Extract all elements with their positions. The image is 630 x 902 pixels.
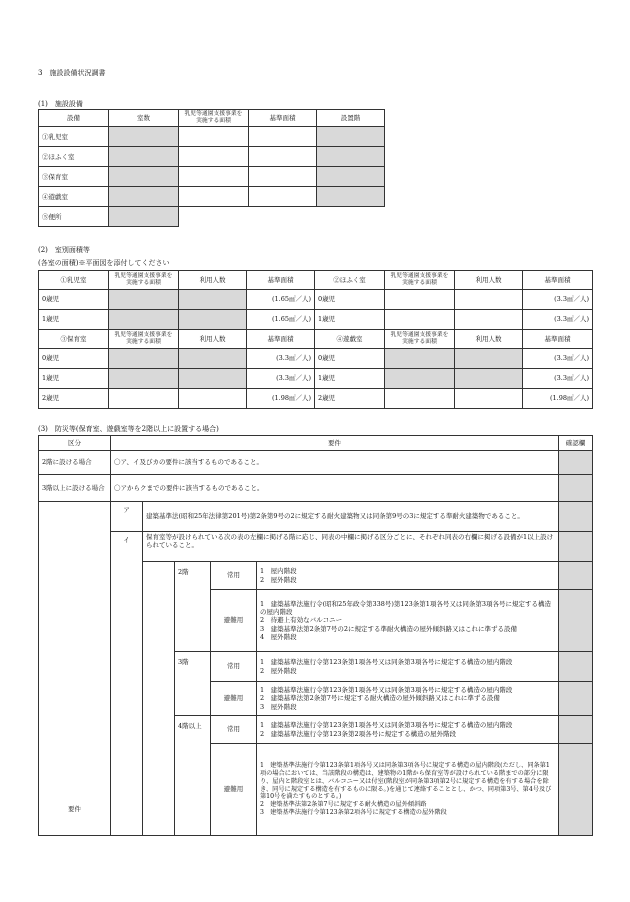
check-cell[interactable] xyxy=(559,590,593,652)
floor-3-regular: 1 建築基準法施行令第123条第1項各号又は同条第3項各号に規定する構造の屋内階段 2 屋外階段 xyxy=(257,652,559,682)
age-label: 0歳児 xyxy=(39,349,109,369)
cell-input[interactable] xyxy=(249,127,317,147)
check-cell[interactable] xyxy=(559,682,593,716)
cell-input[interactable] xyxy=(179,127,249,147)
cell-input[interactable] xyxy=(109,147,179,167)
age-label: 0歳児 xyxy=(39,290,109,310)
row-infant-room: ①乳児室 xyxy=(39,127,109,147)
regular-label: 常用 xyxy=(211,652,257,682)
room-area-note: (各室の面積)※平面図を添付してください xyxy=(38,259,170,267)
item-a-text: 建築基準法(昭和25年法律第201号)第2条第9号の2に規定する耐火建築物又は同条第9号の3に規定する準耐火建築物であること。 xyxy=(143,502,559,532)
hdr-support-area: 乳児等通園支援事業を実施する面積 xyxy=(385,271,455,290)
cell-input[interactable] xyxy=(109,349,179,369)
row-2nd-floor-label: 2階に設ける場合 xyxy=(39,451,111,475)
floor-3-evac: 1 建築基準法施行令第123条第1項各号又は同条第3項各号に規定する構造の屋内階段 2 建築基準法第2条第7号に規定する耐火構造の屋外傾斜路又はこれに準ずる設備 3 屋外階段 xyxy=(257,682,559,716)
hdr-support-area: 乳児等通園支援事業を実施する面積 xyxy=(385,330,455,349)
standard-value: (3.3㎡／人) xyxy=(523,369,593,389)
standard-value: (3.3㎡／人) xyxy=(247,349,315,369)
check-cell[interactable] xyxy=(559,475,593,502)
cell-input[interactable] xyxy=(179,369,247,389)
cell-input[interactable] xyxy=(385,389,455,409)
hdr-infant-room: ①乳児室 xyxy=(39,271,109,290)
floor-2-evac: 1 建築基準法施行令(昭和25年政令第338号)第123条第1項各号又は同条第3項各号に規定する構造の屋内階段 2 待避上有効なバルコニー 3 建築基準法第2条第7号の2に規定する準耐火構造の屋外傾斜路又はこれに準ずる設備 4 屋外階段 xyxy=(257,590,559,652)
hdr-standard-area: 基準面積 xyxy=(247,330,315,349)
cell-input[interactable] xyxy=(317,127,385,147)
hdr-support-area: 乳児等通園支援事業を実施する面積 xyxy=(109,330,179,349)
standard-value: (1.98㎡／人) xyxy=(247,389,315,409)
standard-value: (3.3㎡／人) xyxy=(523,290,593,310)
cell-input[interactable] xyxy=(109,369,179,389)
cell-input[interactable] xyxy=(109,290,179,310)
facility-table xyxy=(38,109,385,227)
cell-input[interactable] xyxy=(455,310,523,330)
row-play-room: ④遊戯室 xyxy=(39,187,109,207)
cell-input[interactable] xyxy=(317,167,385,187)
standard-value: (3.3㎡／人) xyxy=(523,310,593,330)
hdr-support-area: 乳児等通園支援事業を実施する面積 xyxy=(109,271,179,290)
standard-value: (1.65㎡／人) xyxy=(247,290,315,310)
cell-input[interactable] xyxy=(109,310,179,330)
disaster-title: (3) 防災等(保育室、遊戯室等を2階以上に設置する場合) xyxy=(38,425,219,433)
cell-input[interactable] xyxy=(385,349,455,369)
cell-input[interactable] xyxy=(455,349,523,369)
item-i-mark: イ xyxy=(111,532,143,836)
hdr-users: 利用人数 xyxy=(179,330,247,349)
regular-label: 常用 xyxy=(211,716,257,744)
item-a-mark: ア xyxy=(111,502,143,532)
age-label: 1歳児 xyxy=(315,369,385,389)
hdr-category: 区分 xyxy=(39,436,111,451)
row-nursery-room: ③保育室 xyxy=(39,167,109,187)
cell-input[interactable] xyxy=(179,290,247,310)
hdr-standard-area: 基準面積 xyxy=(247,271,315,290)
row-2nd-floor-text: 〇ア、イ及びカの要件に該当するものであること。 xyxy=(111,451,559,475)
standard-value: (1.65㎡／人) xyxy=(247,310,315,330)
cell-input[interactable] xyxy=(317,187,385,207)
room-area-title: (2) 室別面積等 xyxy=(38,246,90,254)
floor-4-regular: 1 建築基準法施行令第123条第1項各号又は同条第3項各号に規定する構造の屋内階段 2 建築基準法施行令第123条第2項各号に規定する構造の屋外階段 xyxy=(257,716,559,744)
cell-input[interactable] xyxy=(109,389,179,409)
cell-input[interactable] xyxy=(179,147,249,167)
cell-input[interactable] xyxy=(179,310,247,330)
cell-input[interactable] xyxy=(249,147,317,167)
age-label: 0歳児 xyxy=(315,349,385,369)
cell-input[interactable] xyxy=(249,187,317,207)
cell-input[interactable] xyxy=(249,167,317,187)
cell-input[interactable] xyxy=(317,147,385,167)
check-cell[interactable] xyxy=(559,532,593,562)
hdr-standard-area: 基準面積 xyxy=(249,110,317,127)
cell-input[interactable] xyxy=(455,290,523,310)
hdr-users: 利用人数 xyxy=(179,271,247,290)
standard-value: (3.3㎡／人) xyxy=(247,369,315,389)
cell-input[interactable] xyxy=(179,187,249,207)
standard-value: (1.98㎡／人) xyxy=(523,389,593,409)
floor-3: 3階 xyxy=(175,652,211,716)
hdr-floor: 設置階 xyxy=(317,110,385,127)
regular-label: 常用 xyxy=(211,562,257,590)
hdr-crawl-room: ②ほふく室 xyxy=(315,271,385,290)
cell-input[interactable] xyxy=(179,389,247,409)
age-label: 1歳児 xyxy=(39,369,109,389)
age-label: 2歳児 xyxy=(315,389,385,409)
cell-input[interactable] xyxy=(179,349,247,369)
hdr-play-room: ④遊戯室 xyxy=(315,330,385,349)
row-3rd-floor-label: 3階以上に設ける場合 xyxy=(39,475,111,502)
hdr-requirement: 要件 xyxy=(111,436,559,451)
age-label: 2歳児 xyxy=(39,389,109,409)
check-cell[interactable] xyxy=(559,562,593,590)
hdr-standard-area: 基準面積 xyxy=(523,330,593,349)
check-cell[interactable] xyxy=(559,744,593,836)
hdr-nursery-room: ③保育室 xyxy=(39,330,109,349)
check-cell[interactable] xyxy=(559,451,593,475)
cell-input[interactable] xyxy=(109,167,179,187)
hdr-users: 利用人数 xyxy=(455,271,523,290)
cell-input[interactable] xyxy=(109,187,179,207)
standard-value: (3.3㎡／人) xyxy=(523,349,593,369)
floor-2: 2階 xyxy=(175,562,211,652)
cell-input[interactable] xyxy=(385,310,455,330)
hdr-equipment: 設備 xyxy=(39,110,109,127)
hdr-users: 利用人数 xyxy=(455,330,523,349)
floor-4-plus: 4階以上 xyxy=(175,716,211,836)
disaster-table xyxy=(38,435,593,836)
floor-4-evac: 1 建築基準法施行令第123条第1項各号又は同条第3項各号に規定する構造の屋内階段(ただし、同条第1項の場合においては、当該階段の構造は、建築物の1階から保育室等が設けられている階までの部分に限り、屋内と階段室とは、バルコニー又は付室(階段室が同条第3項第2号に規定する構造を有する場合を除き、同号に規定する構造を有するものに限る。)を通じて連絡することとし、かつ、同項第3号、第4号及び第10号を満たすものとする。) 2 建築基準法第2条第7号に規定する耐火構造の屋外傾斜路 3 建築基準法施行令第123条第2項各号に規定する構造の屋外階段 xyxy=(257,744,559,836)
cell-input[interactable] xyxy=(109,127,179,147)
cell-input[interactable] xyxy=(385,369,455,389)
cell-input[interactable] xyxy=(455,369,523,389)
age-label: 1歳児 xyxy=(315,310,385,330)
hdr-standard-area: 基準面積 xyxy=(523,271,593,290)
hdr-support-area: 乳児等通園支援事業を実施する面積 xyxy=(179,110,249,127)
floor-2-regular: 1 屋内階段 2 屋外階段 xyxy=(257,562,559,590)
row-toilet: ⑤便所 xyxy=(39,207,109,227)
requirement-label: 要件 xyxy=(39,502,111,836)
cell-input[interactable] xyxy=(455,389,523,409)
facility-title: (1) 施設設備 xyxy=(38,100,83,108)
age-label: 0歳児 xyxy=(315,290,385,310)
evac-label: 避難用 xyxy=(211,590,257,652)
row-crawl-room: ②ほふく室 xyxy=(39,147,109,167)
cell-input[interactable] xyxy=(385,290,455,310)
evac-label: 避難用 xyxy=(211,744,257,836)
evac-label: 避難用 xyxy=(211,682,257,716)
row-3rd-floor-text: 〇アからクまでの要件に該当するものであること。 xyxy=(111,475,559,502)
check-cell[interactable] xyxy=(559,502,593,532)
age-label: 1歳児 xyxy=(39,310,109,330)
check-cell[interactable] xyxy=(559,652,593,682)
hdr-check: 確認欄 xyxy=(559,436,593,451)
item-i-text: 保育室等が設けられている次の表の左欄に掲げる階に応じ、同表の中欄に掲げる区分ごとに、それぞれ同表の右欄に掲げる設備が1以上設けられていること。 xyxy=(143,532,559,562)
check-cell[interactable] xyxy=(559,716,593,744)
cell-input[interactable] xyxy=(179,167,249,187)
section-title: 3 施設設備状況調書 xyxy=(38,69,106,77)
room-area-table xyxy=(38,270,593,409)
cell-input[interactable] xyxy=(109,207,179,227)
hdr-rooms: 室数 xyxy=(109,110,179,127)
